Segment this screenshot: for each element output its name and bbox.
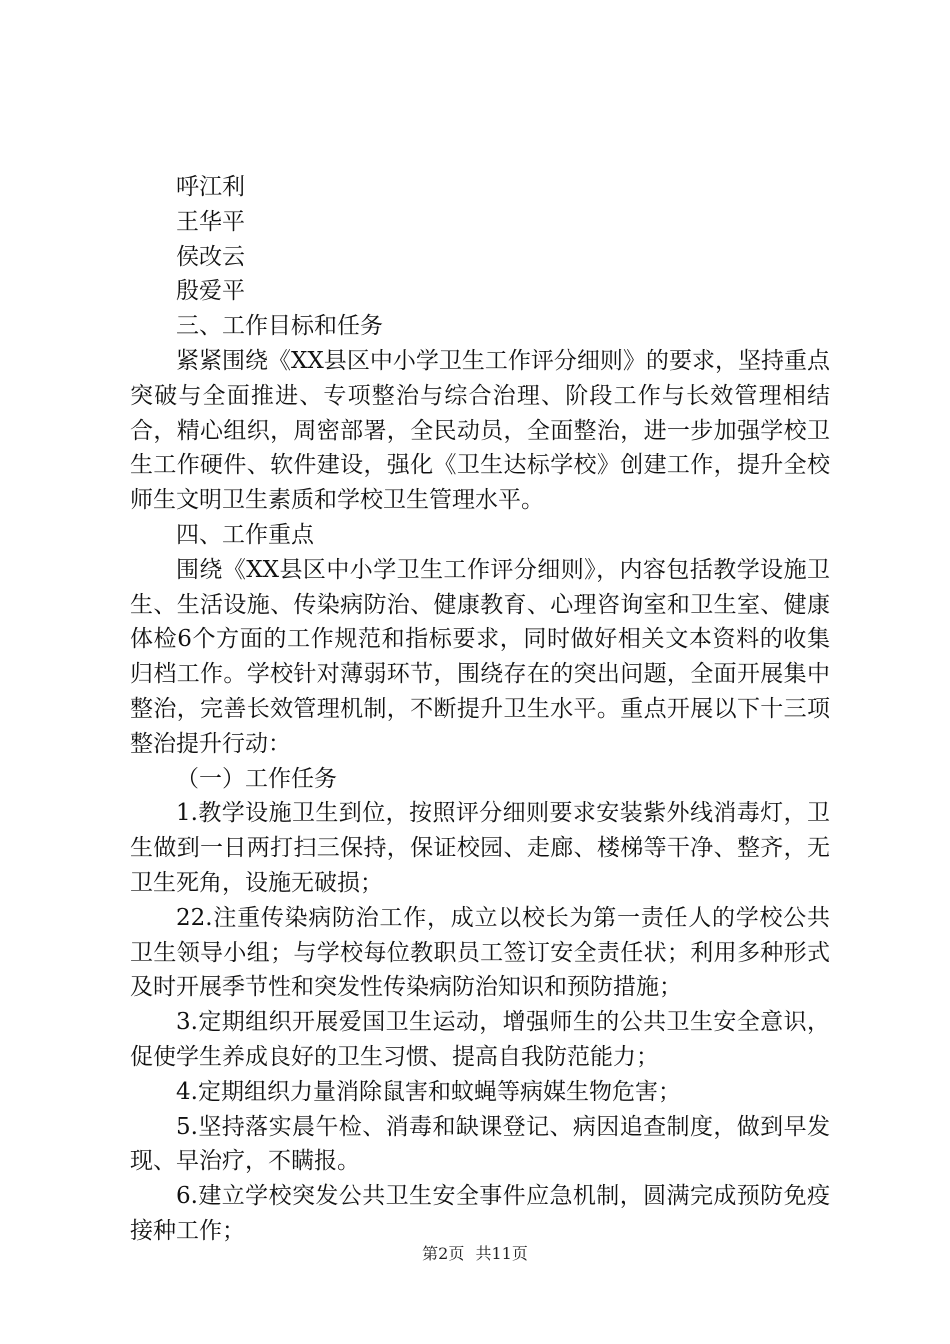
paragraph: 围绕《XX县区中小学卫生工作评分细则》，内容包括教学设施卫生、生活设施、传染病防治、健康教育、心理咨询室和卫生室、健康体检6个方面的工作规范和指标要求，同时做好相关文本资料的收集归档工作。学校针对薄弱环节，围绕存在的突出问题，全面开展集中整治，完善长效管理机制，不断提升卫生水平。重点开展以下十三项整治提升行动： [130,556,830,757]
task-item: 22.注重传染病防治工作，成立以校长为第一责任人的学校公共卫生领导小组；与学校每位教职员工签订安全责任状；利用多种形式及时开展季节性和突发性传染病防治知识和预防措施； [130,904,830,1001]
task-item: 1.教学设施卫生到位，按照评分细则要求安装紫外线消毒灯，卫生做到一日两打扫三保持，保证校园、走廊、楼梯等干净、整齐，无卫生死角，设施无破损； [130,800,830,896]
page-total: 共11页 [475,1244,528,1263]
task-item: 3.定期组织开展爱国卫生运动，增强师生的公共卫生安全意识，促使学生养成良好的卫生习惯、提高自我防范能力； [130,1009,830,1070]
name-item: 呼江利 [176,174,245,200]
page-number: 第2页 [422,1244,465,1263]
document-body [130,170,830,1249]
page-footer [0,1241,950,1264]
name-item: 侯改云 [176,243,245,270]
task-item: 5.坚持落实晨午检、消毒和缺课登记、病因追查制度，做到早发现、早治疗，不瞒报。 [130,1113,830,1175]
section-heading: 三、工作目标和任务 [176,313,383,340]
paragraph: 紧紧围绕《XX县区中小学卫生工作评分细则》的要求，坚持重点突破与全面推进、专项整治与综合治理、阶段工作与长效管理相结合，精心组织，周密部署，全民动员，全面整治，进一步加强学校卫生工作硬件、软件建设，强化《卫生达标学校》创建工作，提升全校师生文明卫生素质和学校卫生管理水平。 [130,347,830,514]
name-item: 王华平 [176,208,245,235]
subsection-heading: （一）工作任务 [176,765,337,792]
section-heading: 四、工作重点 [176,521,314,548]
task-item: 6.建立学校突发公共卫生安全事件应急机制，圆满完成预防免疫接种工作； [130,1183,830,1244]
name-item: 殷爱平 [176,278,245,305]
task-item: 4.定期组织力量消除鼠害和蚊蝇等病媒生物危害； [176,1078,681,1105]
